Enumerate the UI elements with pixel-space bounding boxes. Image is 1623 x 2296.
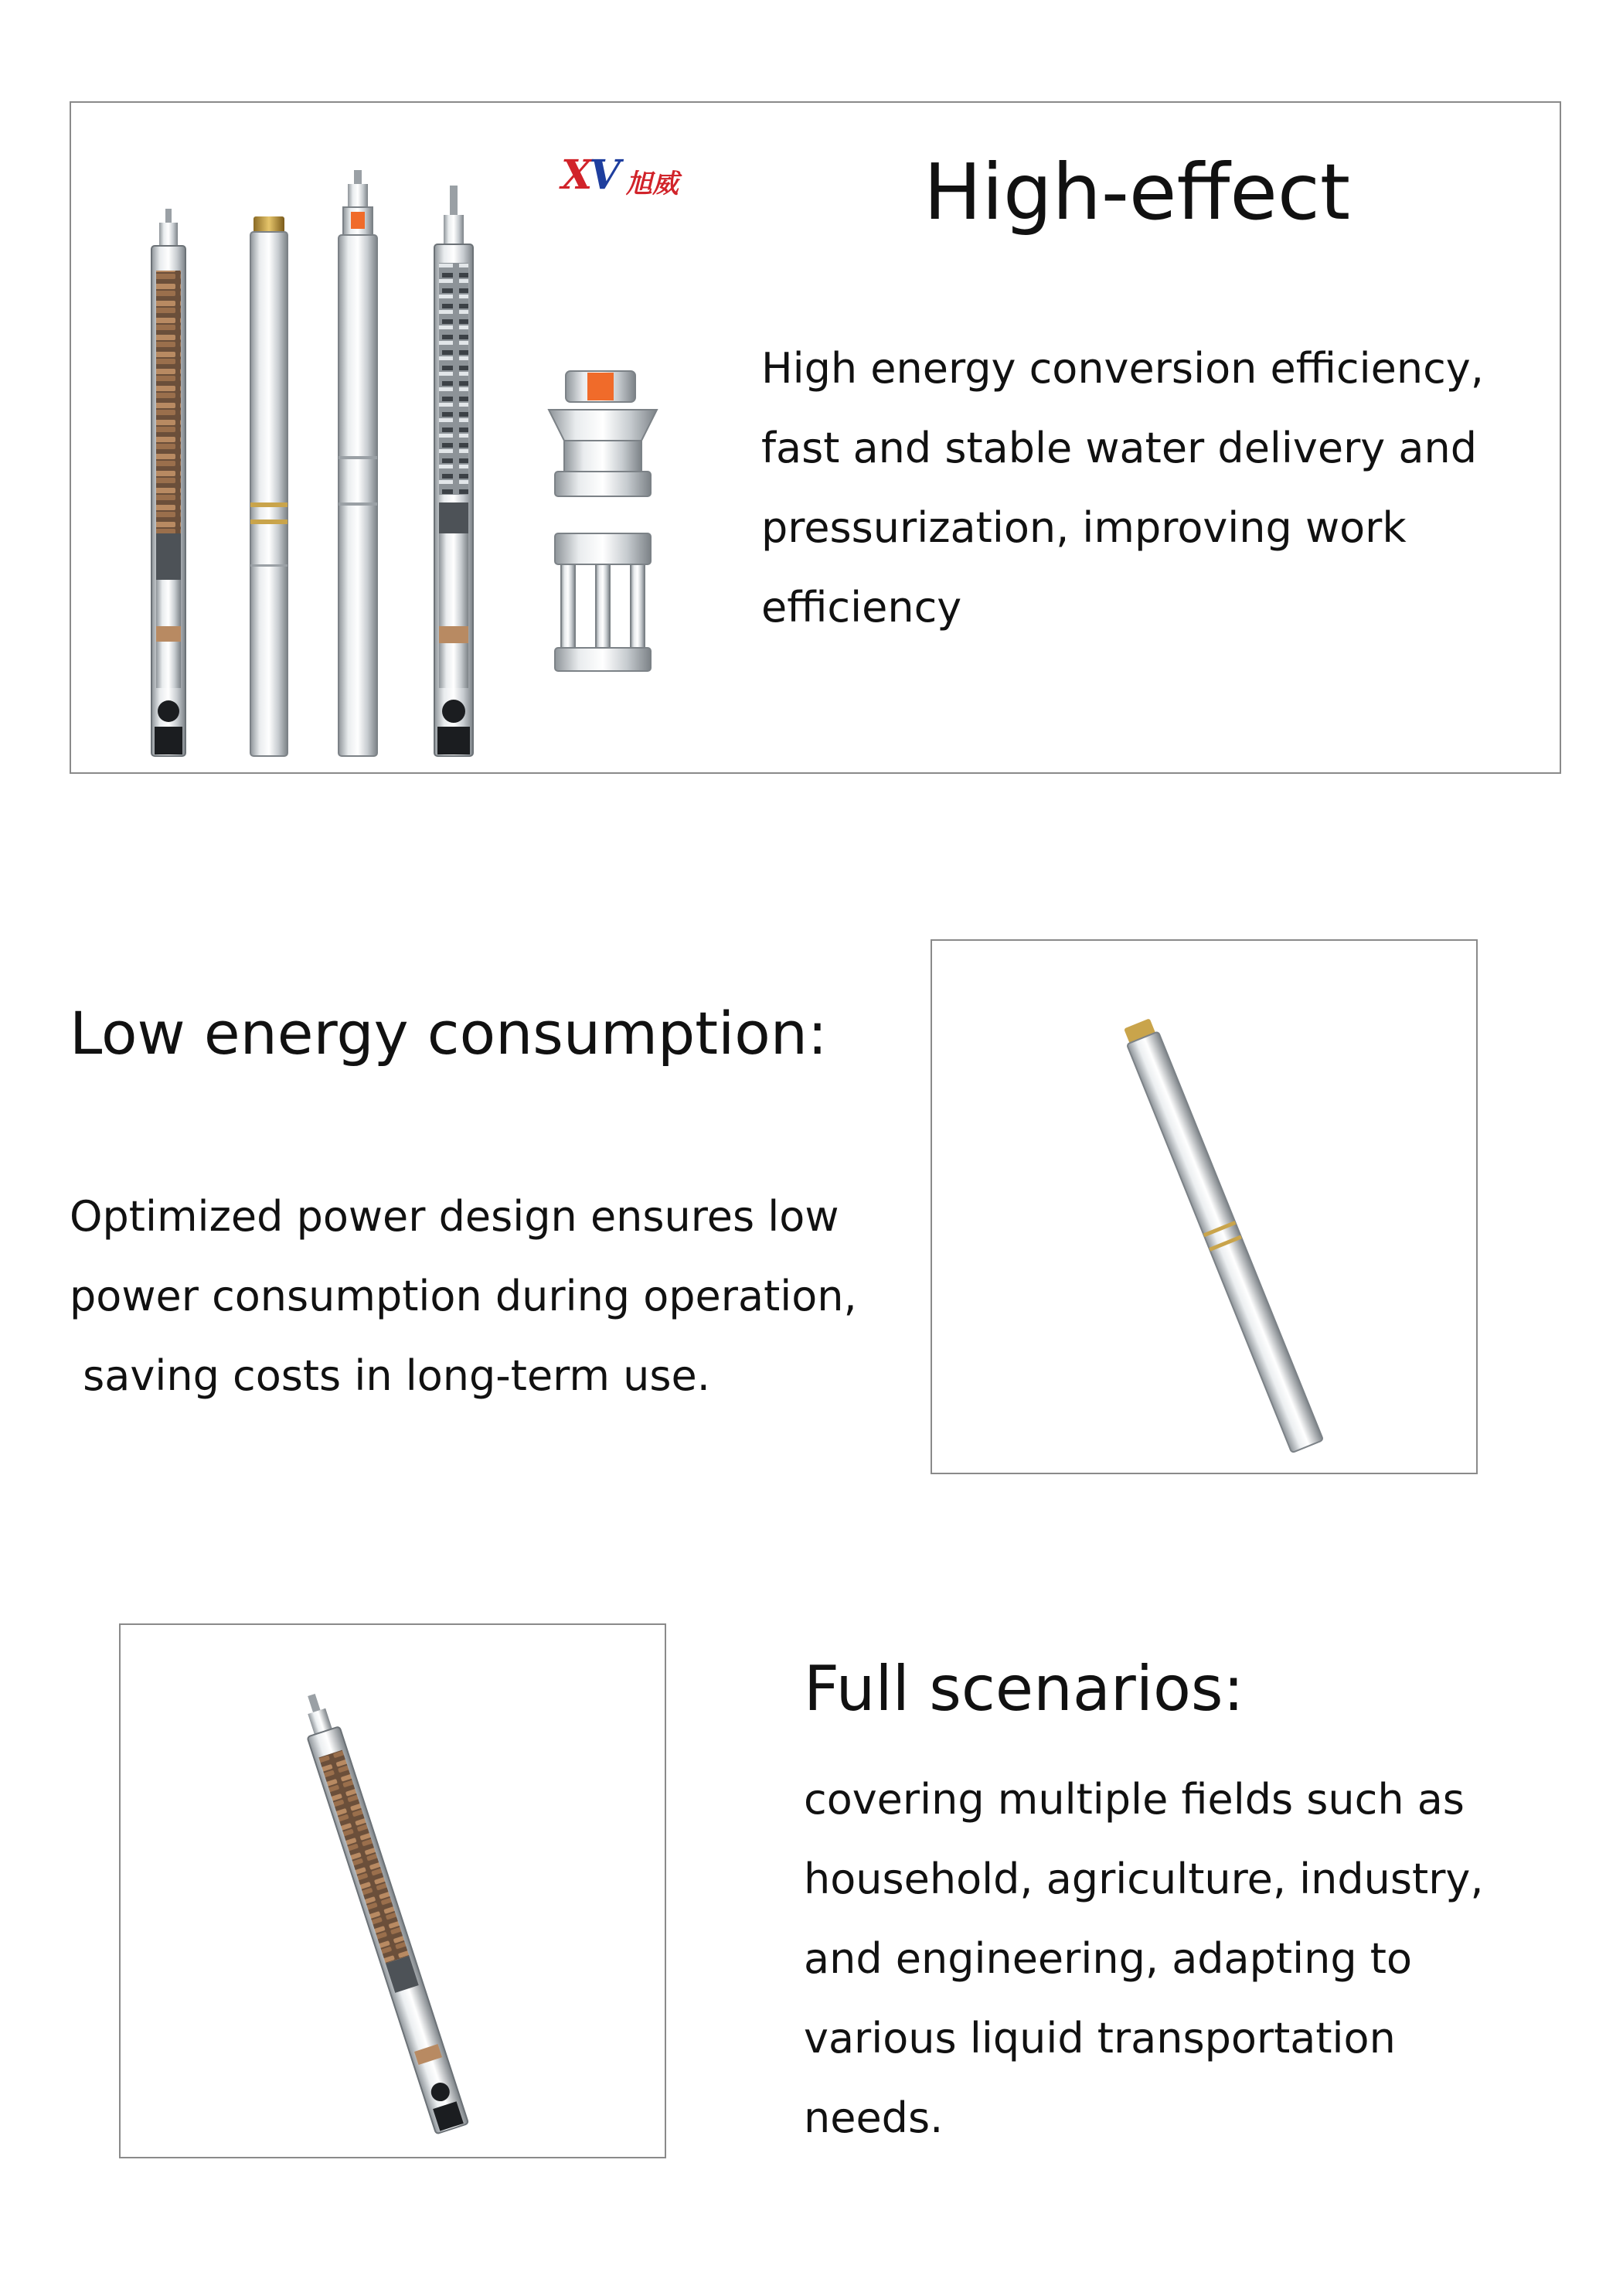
pump-lineup-illustration [147,162,703,765]
description-line: Optimized power design ensures low [70,1192,839,1241]
steel-pump-icon [250,216,288,756]
tilted-steel-pump-icon [932,941,1476,1473]
description-line: power consumption during operation, [70,1272,857,1320]
full-scenarios-title: Full scenarios: [804,1653,1244,1725]
description-line: and engineering, adapting to [804,1934,1412,1983]
cutaway-pump-icon [151,209,185,756]
description-line: pressurization, improving work [761,503,1407,552]
low-energy-image-frame [931,939,1478,1474]
description-line: saving costs in long-term use. [70,1351,710,1400]
full-scenarios-description [804,1759,1484,2158]
high-effect-description [761,329,1484,647]
description-line: needs. [804,2093,944,2142]
valve-fitting-icon [549,371,657,496]
description-line: household, agriculture, industry, [804,1855,1484,1903]
cage-fitting-icon [555,533,651,671]
low-energy-title: Low energy consumption: [70,999,828,1068]
high-effect-title: High-effect [924,147,1351,237]
description-line: fast and stable water delivery and [761,424,1478,472]
full-scenarios-image-frame [119,1623,666,2158]
description-line: various liquid transportation [804,2014,1396,2063]
description-line: efficiency [761,583,962,632]
brand-logo: XV 旭威 [561,152,679,199]
low-energy-description [70,1177,857,1415]
description-line: covering multiple fields such as [804,1775,1465,1824]
cutaway-pump-icon [434,186,473,756]
description-line: High energy conversion efficiency, [761,344,1484,393]
steel-pump-orange-valve-icon [339,170,377,756]
tilted-cutaway-pump-icon [121,1625,665,2157]
